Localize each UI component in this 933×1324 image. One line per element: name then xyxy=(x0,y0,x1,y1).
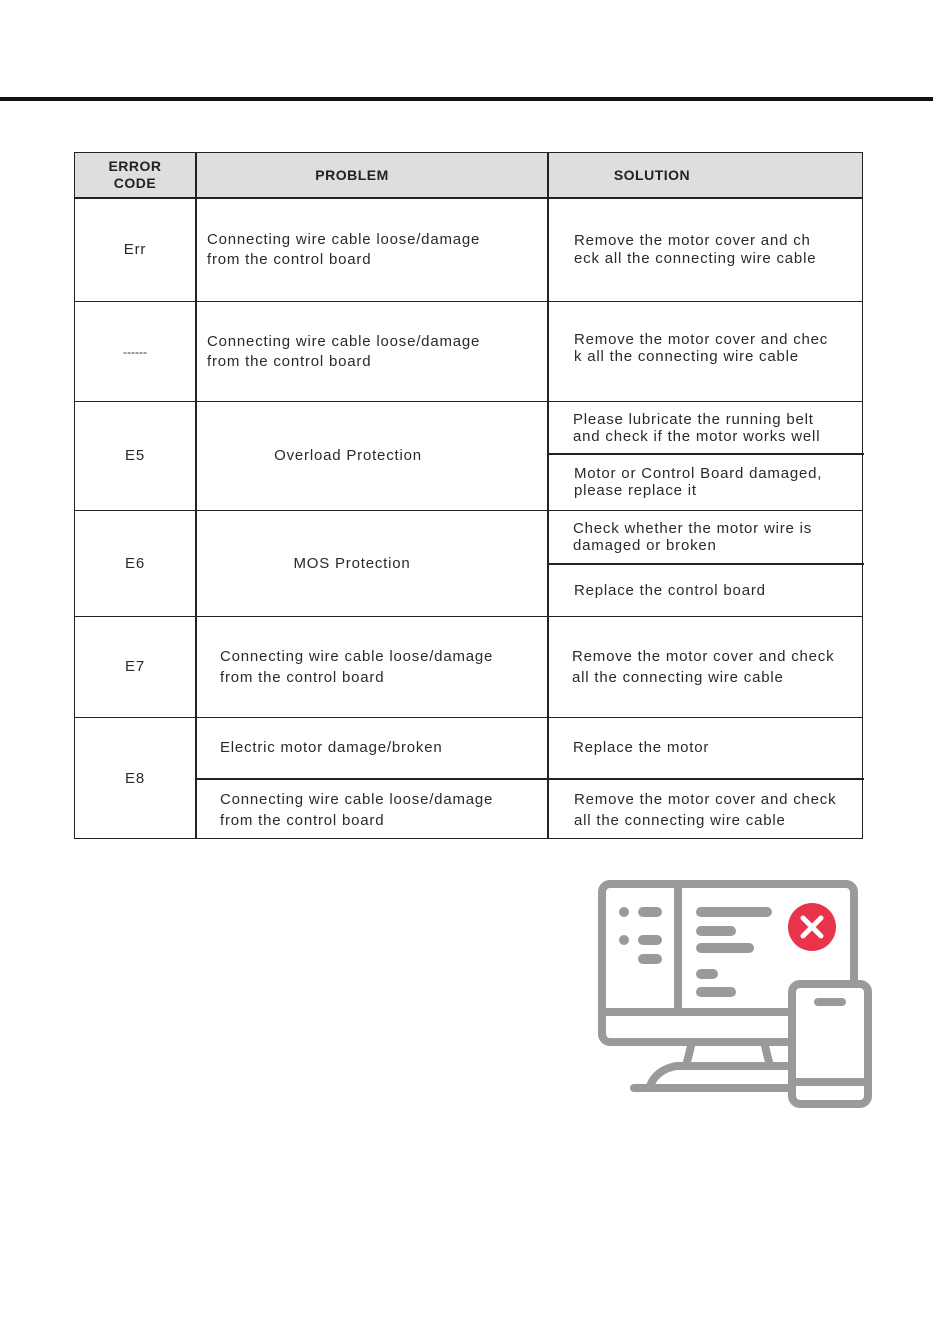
problem-text: Connecting wire cable loose/damage from the control board xyxy=(207,332,481,370)
header-error-code: ERROR CODE xyxy=(108,158,162,191)
column-divider xyxy=(195,153,197,838)
solution-text: Replace the control board xyxy=(574,581,766,599)
error-code-table xyxy=(74,152,863,839)
problem-text: Overload Protection xyxy=(274,447,422,464)
problem-text: Connecting wire cable loose/damage from the control board xyxy=(220,790,494,829)
error-code: Err xyxy=(123,241,147,258)
solution-text: Remove the motor cover and check all the connecting wire cable xyxy=(574,790,837,829)
header-problem: PROBLEM xyxy=(315,166,389,183)
computer-error-icon xyxy=(596,876,876,1110)
problem-text: Electric motor damage/broken xyxy=(220,739,443,756)
problem-text: Connecting wire cable loose/damage from the control board xyxy=(207,231,481,268)
table-row xyxy=(75,301,862,401)
solution-text: Remove the motor cover and check all the connecting wire cable xyxy=(572,648,835,686)
solution-text: Please lubricate the running belt and check if the motor works well xyxy=(573,410,821,445)
solution-text: Remove the motor cover and ch eck all the connecting wire cable xyxy=(574,232,817,267)
solution-text: Replace the motor xyxy=(573,739,710,756)
error-code: E7 xyxy=(125,658,145,675)
header-solution: SOLUTION xyxy=(613,166,691,183)
solution-text: Check whether the motor wire is damaged or broken xyxy=(573,520,813,554)
table-row xyxy=(75,510,862,616)
solution-text: Motor or Control Board damaged, please replace it xyxy=(574,465,823,499)
problem-text: Connecting wire cable loose/damage from the control board xyxy=(220,648,494,686)
solution-text: Remove the motor cover and chec k all the connecting wire cable xyxy=(574,331,829,365)
table-row xyxy=(75,199,862,301)
error-code: E6 xyxy=(125,554,145,572)
table-row xyxy=(75,616,862,717)
top-divider xyxy=(0,97,933,101)
column-divider xyxy=(547,153,549,838)
error-code: E8 xyxy=(125,769,145,787)
problem-text: MOS Protection xyxy=(293,554,411,572)
error-code: ------ xyxy=(123,344,147,359)
error-code: E5 xyxy=(125,447,145,464)
table-row xyxy=(75,401,862,510)
table-row xyxy=(75,717,862,839)
table-header xyxy=(75,153,862,199)
